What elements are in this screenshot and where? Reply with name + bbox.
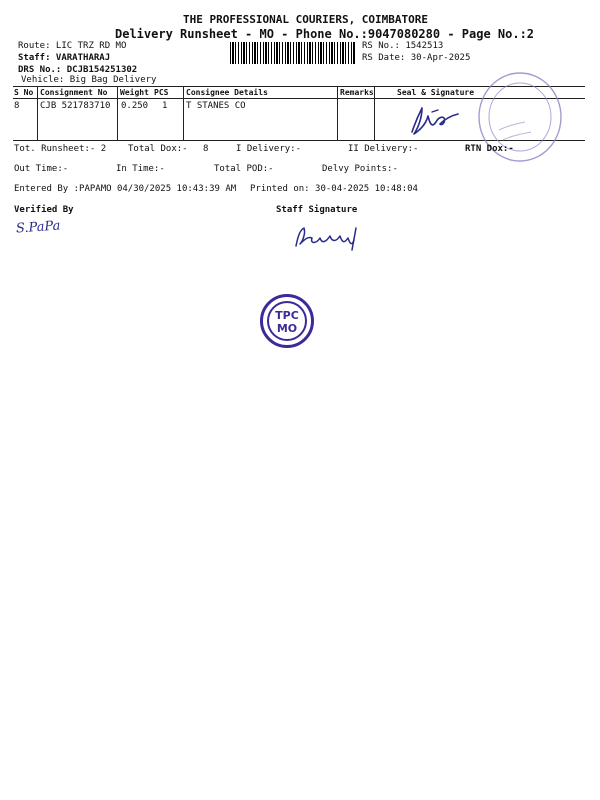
th-seal-signature: Seal & Signature [397,88,475,97]
drs-number: DRS No.: DCJB154251302 [18,65,138,75]
out-time: Out Time:- [14,164,69,174]
tpc-mo-stamp [260,294,314,348]
verified-by-signature: S.PaPa [15,218,61,237]
total-dox-label: Total Dox:- [128,144,188,154]
table-row-pcs: 1 [162,101,168,111]
staff-label: Staff: VARATHARAJ [18,53,111,63]
th-pcs: PCS [154,88,169,97]
th-consignee: Consignee Details [186,88,268,97]
total-pod: Total POD:- [214,164,274,174]
table-row-weight: 0.250 [121,101,149,111]
table-row-consignment: CJB 521783710 [40,101,111,111]
th-weight: Weight [120,88,149,97]
rs-date: RS Date: 30-Apr-2025 [362,53,471,63]
col-divider [337,86,338,140]
in-time: In Time:- [116,164,165,174]
stamp-text-mo: MO [276,322,298,335]
th-sno: S No [14,88,34,97]
rtn-dox: RTN Dox:- [465,144,514,154]
total-runsheet: Tot. Runsheet:- 2 [14,144,107,154]
stamp-text-tpc: TPC [275,309,299,322]
route-label: Route: LIC TRZ RD MO [18,41,127,51]
table-row-consignee: T STANES CO [186,101,246,111]
th-remarks: Remarks [340,88,374,97]
col-divider [37,86,38,140]
staff-signature [292,222,364,254]
barcode-image [230,42,355,64]
runsheet-subtitle: Delivery Runsheet - MO - Phone No.:9047080280 - Page No.:2 [115,27,535,41]
table-row-sno: 8 [14,101,20,111]
printed-on: Printed on: 30-04-2025 10:48:04 [250,184,418,194]
delvy-points: Delvy Points:- [322,164,398,174]
total-dox-value: 8 [203,144,209,154]
col-divider [117,86,118,140]
col-divider [183,86,184,140]
col-divider [374,86,375,140]
i-delivery: I Delivery:- [236,144,302,154]
rs-number: RS No.: 1542513 [362,41,444,51]
ii-delivery: II Delivery:- [348,144,419,154]
consignee-signature [402,104,472,138]
vehicle-label: Vehicle: Big Bag Delivery [21,75,157,85]
company-title: THE PROFESSIONAL COURIERS, COIMBATORE [183,13,429,26]
th-consignment: Consignment No [40,88,108,97]
staff-signature-label: Staff Signature [276,205,358,215]
entered-by: Entered By :PAPAMO 04/30/2025 10:43:39 AM [14,184,237,194]
verified-by-label: Verified By [14,205,74,215]
